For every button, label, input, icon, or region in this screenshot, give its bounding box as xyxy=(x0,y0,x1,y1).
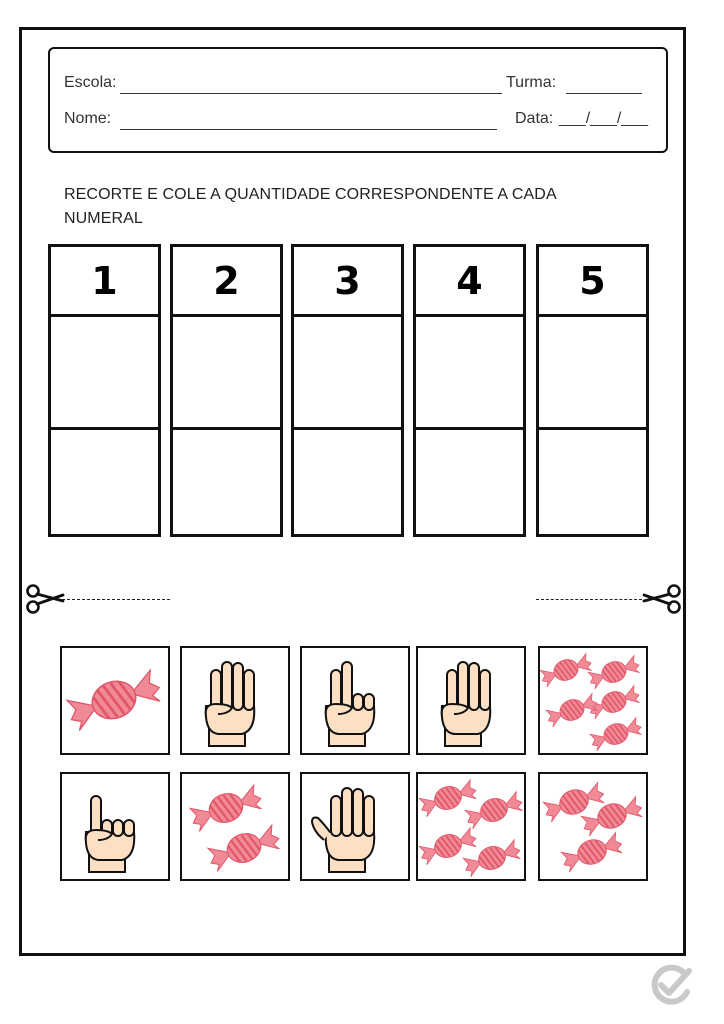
hand-card-4[interactable] xyxy=(416,646,526,755)
hand-card-1[interactable] xyxy=(60,772,170,881)
candy-icon xyxy=(62,648,167,752)
numeral-column-3 xyxy=(291,244,404,537)
school-label: Escola: xyxy=(64,74,117,91)
candy-icon xyxy=(540,648,645,752)
candy-icon xyxy=(182,774,287,878)
numeral-column-1 xyxy=(48,244,161,537)
cut-line-right xyxy=(536,599,642,600)
numeral-label: 1 xyxy=(51,247,158,317)
hand-card-4[interactable] xyxy=(180,646,290,755)
hand-icon xyxy=(418,648,523,752)
candy-icon xyxy=(418,774,523,878)
checkmark-logo xyxy=(648,962,694,1008)
date-field[interactable]: ___/___/___ xyxy=(559,110,648,127)
candy-card-4[interactable] xyxy=(416,772,526,881)
candy-icon xyxy=(540,774,645,878)
cut-line-left xyxy=(62,599,170,600)
numeral-column-4 xyxy=(413,244,526,537)
scissors-icon xyxy=(25,582,65,616)
name-label: Nome: xyxy=(64,110,112,127)
school-field[interactable] xyxy=(120,93,502,94)
candy-card-5[interactable] xyxy=(538,646,648,755)
hand-card-2[interactable] xyxy=(300,646,410,755)
hand-icon xyxy=(62,774,167,878)
class-label: Turma: xyxy=(506,74,557,91)
paste-cell-divider xyxy=(173,427,280,430)
name-field[interactable] xyxy=(120,129,497,130)
numeral-label: 4 xyxy=(416,247,523,317)
scissors-icon xyxy=(642,582,682,616)
paste-cell-divider xyxy=(294,427,401,430)
class-field[interactable] xyxy=(566,93,642,94)
hand-icon xyxy=(182,648,287,752)
paste-cell-divider xyxy=(416,427,523,430)
hand-icon xyxy=(302,648,407,752)
candy-card-2[interactable] xyxy=(180,772,290,881)
header-box xyxy=(48,47,668,153)
numeral-label: 5 xyxy=(539,247,646,317)
instruction-text: RECORTE E COLE A QUANTIDADE CORRESPONDENTE A CADA NUMERAL xyxy=(64,186,556,227)
hand-card-5[interactable] xyxy=(300,772,410,881)
paste-cell-divider xyxy=(539,427,646,430)
numeral-label: 3 xyxy=(294,247,401,317)
paste-cell-divider xyxy=(51,427,158,430)
candy-card-3[interactable] xyxy=(538,772,648,881)
date-label: Data: xyxy=(515,110,554,127)
hand-icon xyxy=(302,774,407,878)
numeral-label: 2 xyxy=(173,247,280,317)
numeral-column-2 xyxy=(170,244,283,537)
numeral-column-5 xyxy=(536,244,649,537)
candy-card-1[interactable] xyxy=(60,646,170,755)
